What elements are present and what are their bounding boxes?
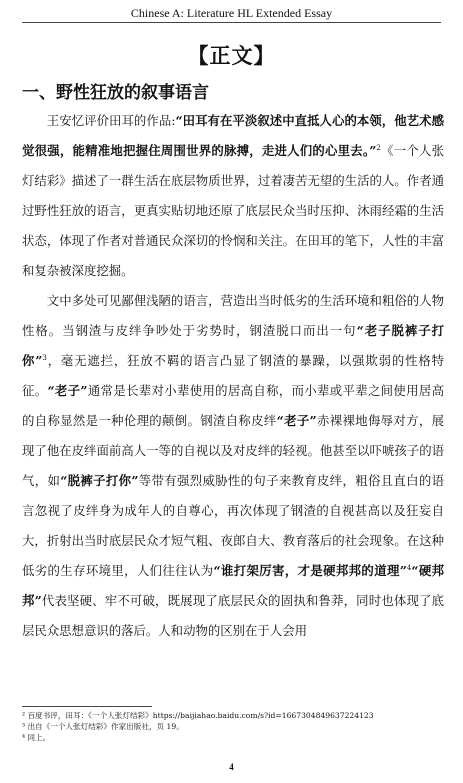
footnote-ref-3: 3 <box>42 354 47 362</box>
page-header: Chinese A: Literature HL Extended Essay <box>22 6 441 23</box>
quote-tuokuzi: “脱裤子打你” <box>60 473 139 488</box>
footnote-2: ² 百度书评，田耳：《一个人张灯结彩》https://baijiahao.baidu.com/s?id=1667304849637224123 <box>22 711 374 720</box>
footnote-ref-2: 2 <box>376 144 381 152</box>
quote-yingbangbang: “硬邦邦” <box>22 563 444 608</box>
footnotes <box>22 710 447 743</box>
quote-laozi-tuokuzi: “老子脱裤子打你” <box>22 323 445 368</box>
paragraph-2-text: 通常是长辈对小辈使用的居高自称，而小辈或平辈之间使用居高的自称显然是一种伦理的颠倒。钢渣自称皮绊 <box>22 383 445 428</box>
footnote-3: ³ 出自《一个人张灯结彩》作家出版社，页 19。 <box>22 722 184 731</box>
paragraph-2-text: 赤裸裸地侮辱对方，展现了他在皮绊面前高人一等的自视以及对皮绊的轻视。他甚至以吓唬孩子的语气，如 <box>22 413 444 488</box>
quote-laozi: “老子” <box>276 413 317 428</box>
footnote-ref-4: 4 <box>406 564 412 572</box>
paragraph-2-text: 代表坚硬、牢不可破，既展现了底层民众的固执和鲁莽，同时也体现了底层民众思想意识的落后。人和动物的区别在于人会用 <box>22 593 444 638</box>
footnote-divider <box>22 706 152 707</box>
paragraph-2-text: ，毫无遮拦，狂放不羁的语言凸显了钢渣的暴躁，以强欺弱的性格特征。 <box>22 353 444 398</box>
quote-laozi: “老子” <box>47 383 88 398</box>
section-heading: 一、野性狂放的叙事语言 <box>22 83 209 103</box>
body-text <box>22 106 444 646</box>
page-number: 4 <box>229 762 234 772</box>
paragraph-2-text: 文中多处可见鄙俚浅陋的语言，营造出当时低劣的生活环境和粗俗的人物性格。当钢渣与皮绊争吵处于劣势时，钢渣脱口而出一句 <box>22 293 444 338</box>
page-title: 【正文】 <box>187 43 276 68</box>
paragraph-1 <box>22 106 444 286</box>
paragraph-2-text: 等带有强烈威胁性的句子来教育皮绊，粗俗且直白的语言忽视了皮绊身为成年人的自尊心，再次体现了钢渣的自视甚高以及狂妄自大，折射出当时底层民众才短气粗、夜郎自大、教育落后的社会现象。在这种低劣的生存环境里，人们往往认为 <box>22 473 444 578</box>
quote-wang-anyi: “田耳有在平淡叙述中直抵人心的本领，他艺术感觉很强，能精准地把握住周围世界的脉搏，走进人们的心里去。” <box>22 113 444 158</box>
paragraph-1-text: 《一个人张灯结彩》描述了一群生活在底层物质世界，过着凄苦无望的生活的人。作者通过野性狂放的语言，更真实贴切地还原了底层民众当时压抑、沐雨经霜的生活状态，体现了作者对普通民众深切的怜悯和关注。在田耳的笔下，人性的丰富和复杂被深度挖掘。 <box>22 143 444 278</box>
paragraph-1-text: 王安忆评价田耳的作品: <box>46 113 176 128</box>
footnote-4: ⁴ 同上。 <box>22 733 51 742</box>
quote-daojia-lihai: “谁打架厉害，才是硬邦邦的道理” <box>213 563 407 578</box>
paragraph-2 <box>22 286 444 646</box>
